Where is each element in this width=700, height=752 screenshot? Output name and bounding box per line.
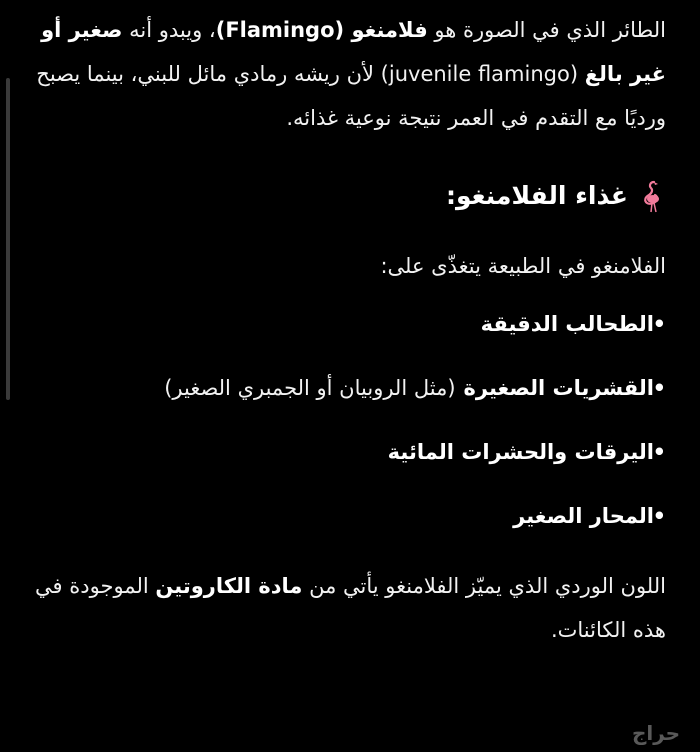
flamingo-icon bbox=[638, 179, 666, 213]
diet-intro: الفلامنغو في الطبيعة يتغذّى على: bbox=[380, 254, 666, 278]
chat-message bbox=[26, 8, 666, 652]
bullet: • bbox=[652, 312, 666, 336]
intro-text-3: (juvenile flamingo) لأن ريشه رمادي مائل للبني، بينما يصبح ورديًا مع التقدم في العمر نتيجة نوعية غذائه. bbox=[36, 62, 666, 130]
closing-text-1: اللون الوردي الذي يميّز الفلامنغو يأتي من bbox=[302, 574, 666, 598]
list-item bbox=[26, 496, 666, 536]
intro-paragraph bbox=[26, 8, 666, 140]
heading-text: غذاء الفلامنغو: bbox=[446, 181, 628, 210]
list-item bbox=[26, 304, 666, 344]
watermark-text: حراج bbox=[631, 721, 681, 745]
intro-bold-juvenile: صغير أو غير بالغ bbox=[41, 18, 666, 86]
bullet: • bbox=[652, 504, 666, 528]
list-item-bold: القشريات الصغيرة bbox=[463, 376, 654, 400]
list-item-detail: (مثل الروبيان أو الجمبري الصغير) bbox=[164, 376, 456, 400]
list-item bbox=[26, 368, 666, 408]
list-item-bold: اليرقات والحشرات المائية bbox=[387, 440, 654, 464]
closing-bold-carotene: مادة الكاروتين bbox=[155, 574, 303, 598]
section-heading bbox=[26, 176, 666, 216]
intro-bold-flamingo: فلامنغو (Flamingo) bbox=[215, 18, 428, 42]
diet-list bbox=[26, 304, 666, 536]
closing-text-2: الموجودة في هذه الكائنات. bbox=[35, 574, 666, 642]
intro-text-1: الطائر الذي في الصورة هو bbox=[427, 18, 666, 42]
list-item bbox=[26, 432, 666, 472]
bullet: • bbox=[652, 376, 666, 400]
closing-paragraph bbox=[26, 564, 666, 652]
scrollbar[interactable] bbox=[6, 78, 10, 400]
list-item-bold: الطحالب الدقيقة bbox=[480, 312, 654, 336]
intro-text-2: ، ويبدو أنه bbox=[122, 18, 216, 42]
list-item-bold: المحار الصغير bbox=[513, 504, 654, 528]
haraj-logo-watermark bbox=[612, 718, 700, 748]
bullet: • bbox=[652, 440, 666, 464]
